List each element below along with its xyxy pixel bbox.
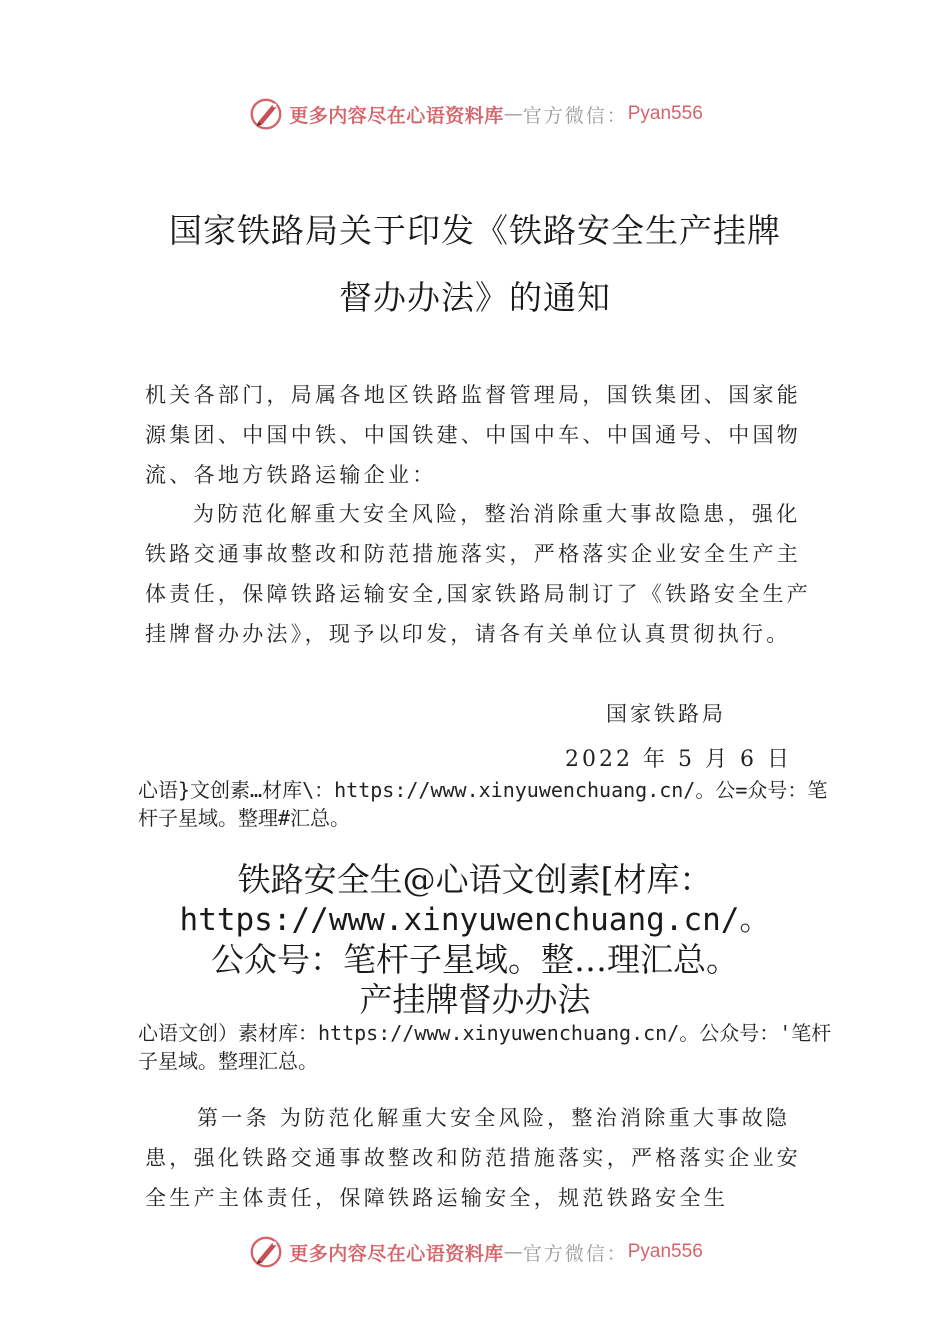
pen-logo-icon bbox=[247, 1233, 285, 1271]
banner-main-text: 更多内容尽在心语资料库 bbox=[289, 104, 504, 127]
banner-wechat-label: 官方微信： bbox=[522, 1242, 628, 1265]
main-paragraph: 为防范化解重大安全风险，整治消除重大事故隐患，强化铁路交通事故整改和防范措施落实，严格落实企业安全生产主体责任，保障铁路运输安全,国家铁路局制订了《铁路安全生产挂牌督办办法》，现予以印发，请各有关单位认真贯彻执行。 bbox=[145, 502, 812, 646]
document-title-line1: 国家铁路局关于印发《铁路安全生产挂牌 bbox=[169, 211, 781, 250]
watermark-heading-line3: 公众号：笔杆子星域。整…理汇总。 bbox=[211, 940, 739, 979]
banner-wechat-id: Pyan556 bbox=[627, 1241, 703, 1262]
signature-org: 国家铁路局 bbox=[606, 702, 726, 726]
watermark-heading-line2: https://www.xinyuwenchuang.cn/。 bbox=[179, 902, 771, 938]
watermark-text-1: 心语}文创素…材库\：https://www.xinyuwenchuang.cn/。公=众号：笔杆子星域。整理#汇总。 bbox=[138, 778, 828, 830]
banner-wechat-id: Pyan556 bbox=[627, 103, 703, 124]
article-1-paragraph: 第一条 为防范化解重大安全风险，整治消除重大事故隐患，强化铁路交通事故整改和防范措施落实，严格落实企业安全生产主体责任，保障铁路运输安全，规范铁路安全生 bbox=[145, 1106, 802, 1210]
banner-wechat-label: 官方微信： bbox=[522, 104, 628, 127]
banner-separator: — bbox=[503, 1241, 523, 1263]
watermark-heading-line1: 铁路安全生@心语文创素[材库： bbox=[237, 860, 713, 899]
watermark-text-3: 心语文创）素材库：https://www.xinyuwenchuang.cn/。公众号：'笔杆子星域。整理汇总。 bbox=[138, 1021, 832, 1073]
watermark-heading-line4: 产挂牌督办办法 bbox=[359, 980, 591, 1019]
banner-main-text: 更多内容尽在心语资料库 bbox=[289, 1242, 504, 1265]
document-title-line2: 督办办法》的通知 bbox=[339, 278, 611, 317]
banner-separator: — bbox=[503, 103, 523, 125]
header-banner bbox=[0, 92, 950, 136]
pen-logo-icon bbox=[247, 95, 285, 133]
signature-date: 2022 年 5 月 6 日 bbox=[565, 747, 792, 772]
recipients-paragraph: 机关各部门，局属各地区铁路监督管理局，国铁集团、国家能源集团、中国中铁、中国铁建、中国中车、中国通号、中国物流、各地方铁路运输企业： bbox=[145, 383, 802, 487]
footer-banner bbox=[0, 1230, 950, 1274]
